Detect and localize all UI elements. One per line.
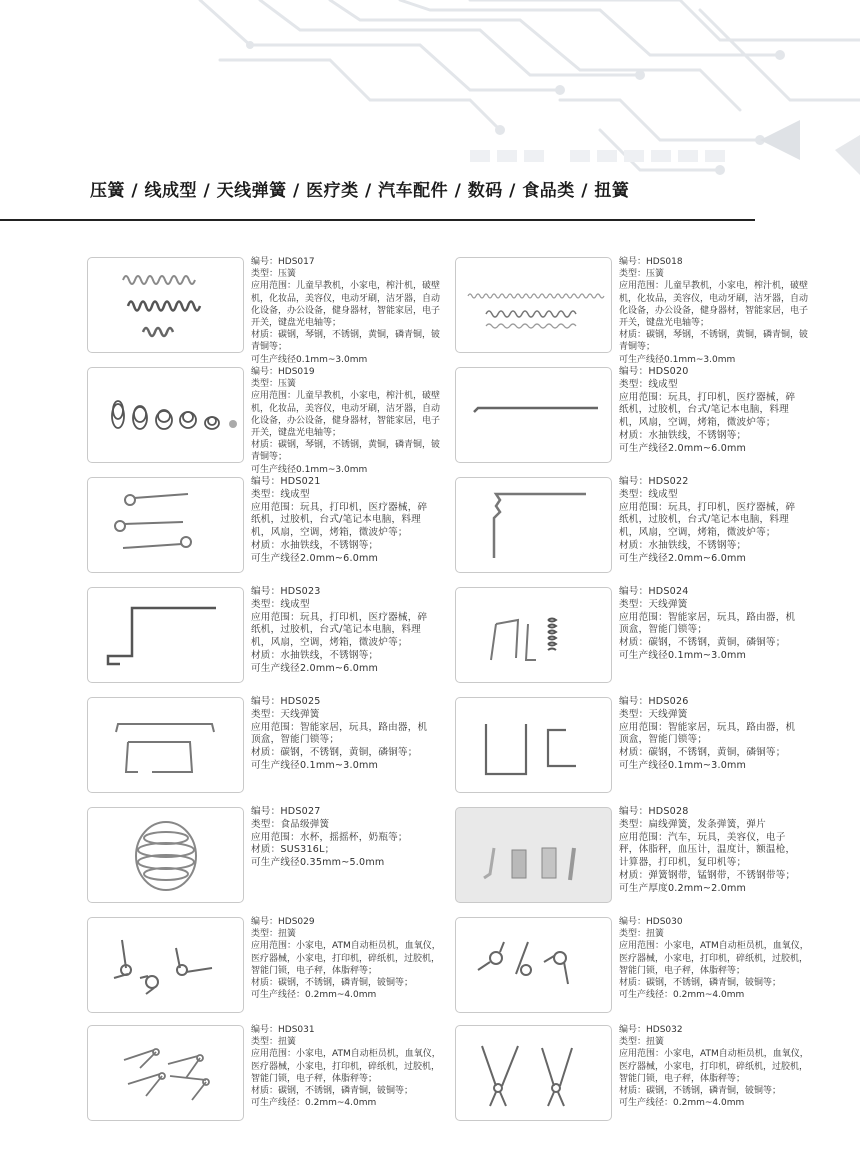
product-info: 编号：HDS027 类型：食品级弹簧 应用范围：水杯，摇摇杯，奶瓶等； 材质：SUS316L； 可生产线径0.35mm~5.0mm — [251, 806, 408, 869]
antenna-spring-icon — [87, 697, 244, 793]
product-card — [455, 916, 860, 1014]
product-card — [455, 366, 860, 464]
torsion-spring-icon — [455, 917, 612, 1013]
page-heading: 压簧 / 线成型 / 天线弹簧 / 医疗类 / 汽车配件 / 数码 / 食品类 / 扭簧 — [90, 181, 630, 201]
wire-form-icon — [87, 587, 244, 683]
product-card — [87, 476, 507, 574]
heading-divider — [0, 219, 755, 221]
product-info: 编号：HDS028 类型：扁线弹簧，发条弹簧，弹片 应用范围：汽车，玩具，美容仪，电子秤，体脂秤，血压计，温度计，额温枪，计算器，打印机，复印机等； 材质：弹簧钢带，锰钢带，不锈钢带等； 可生产厚度0.2mm~2.0mm — [619, 806, 796, 894]
product-info: 编号：HDS020 类型：线成型 应用范围：玩具，打印机，医疗器械，碎纸机，过胶机，台式/笔记本电脑，料理机，风扇，空调，烤箱，微波炉等； 材质：水抽铁线，不锈钢等； 可生产线径2.0mm~6.0mm — [619, 366, 796, 454]
product-card — [455, 256, 860, 365]
product-card — [455, 476, 860, 574]
conical-spring-icon — [87, 367, 244, 463]
product-card — [87, 696, 507, 794]
long-compression-spring-icon — [455, 257, 612, 353]
product-card — [87, 1024, 507, 1122]
product-card — [455, 586, 860, 684]
product-info: 编号：HDS024 类型：天线弹簧 应用范围：智能家居，玩具，路由器，机顶盒，智能门锁等； 材质：碳钢，不锈钢，黄铜，磷铜等； 可生产线径0.1mm~3.0mm — [619, 586, 796, 661]
product-info: 编号：HDS019 类型：压簧 应用范围：儿童早教机，小家电，榨汁机，破壁机，化妆品，美容仪，电动牙刷，洁牙器，自动化设备，办公设备，健身器材，智能家居，电子开关，键盘光电轴等； 材质：碳钢，琴钢，不锈钢，黄铜，磷青铜，铍青铜等； 可生产线径0.1mm~3.0mm — [251, 367, 441, 475]
product-info: 编号：HDS023 类型：线成型 应用范围：玩具，打印机，医疗器械，碎纸机，过胶机，台式/笔记本电脑，料理机，风扇，空调，烤箱，微波炉等； 材质：水抽铁线，不锈钢等； 可生产线径2.0mm~6.0mm — [251, 586, 428, 674]
product-info: 编号：HDS017 类型：压簧 应用范围：儿童早教机，小家电，榨汁机，破壁机，化妆品，美容仪，电动牙刷，洁牙器，自动化设备，办公设备，健身器材，智能家居，电子开关，键盘光电轴等； 材质：碳钢，琴钢，不锈钢，黄铜，磷青铜，铍青铜等； 可生产线径0.1mm~3.0mm — [251, 257, 441, 365]
product-info: 编号：HDS021 类型：线成型 应用范围：玩具，打印机，医疗器械，碎纸机，过胶机，台式/笔记本电脑，料理机，风扇，空调，烤箱，微波炉等； 材质：水抽铁线，不锈钢等； 可生产线径2.0mm~6.0mm — [251, 476, 428, 564]
product-info: 编号：HDS029 类型：扭簧 应用范围：小家电，ATM自动柜员机，血氧仪，医疗器械，小家电，打印机，碎纸机，过胶机，智能门锁，电子秤，体脂秤等； 材质：碳钢，不锈钢，磷青铜，铍铜等； 可生产线径：0.2mm~4.0mm — [251, 917, 441, 1001]
circuit-pattern-decoration — [0, 0, 860, 200]
product-info: 编号：HDS031 类型：扭簧 应用范围：小家电，ATM自动柜员机，血氧仪，医疗器械，小家电，打印机，碎纸机，过胶机，智能门锁，电子秤，体脂秤等； 材质：碳钢，不锈钢，磷青铜，铍铜等； 可生产线径：0.2mm~4.0mm — [251, 1025, 441, 1109]
product-card — [87, 806, 507, 904]
product-card — [455, 1024, 860, 1122]
product-info: 编号：HDS025 类型：天线弹簧 应用范围：智能家居，玩具，路由器，机顶盒，智能门锁等； 材质：碳钢，不锈钢，黄铜，磷铜等； 可生产线径0.1mm~3.0mm — [251, 696, 428, 771]
product-card — [455, 806, 860, 904]
product-info: 编号：HDS026 类型：天线弹簧 应用范围：智能家居，玩具，路由器，机顶盒，智能门锁等； 材质：碳钢，不锈钢，黄铜，磷铜等； 可生产线径0.1mm~3.0mm — [619, 696, 796, 771]
torsion-spring-icon — [87, 917, 244, 1013]
wire-form-icon — [455, 367, 612, 463]
antenna-spring-icon — [455, 587, 612, 683]
torsion-spring-icon — [87, 1025, 244, 1121]
product-card — [455, 696, 860, 794]
product-info: 编号：HDS030 类型：扭簧 应用范围：小家电，ATM自动柜员机，血氧仪，医疗器械，小家电，打印机，碎纸机，过胶机，智能门锁，电子秤，体脂秤等； 材质：碳钢，不锈钢，磷青铜，铍铜等； 可生产线径：0.2mm~4.0mm — [619, 917, 809, 1001]
antenna-spring-icon — [455, 697, 612, 793]
flat-spring-icon — [455, 807, 612, 903]
product-card — [87, 916, 507, 1014]
torsion-spring-icon — [455, 1025, 612, 1121]
product-card — [87, 586, 507, 684]
product-card — [87, 256, 507, 365]
product-info: 编号：HDS022 类型：线成型 应用范围：玩具，打印机，医疗器械，碎纸机，过胶机，台式/笔记本电脑，料理机，风扇，空调，烤箱，微波炉等； 材质：水抽铁线，不锈钢等； 可生产线径2.0mm~6.0mm — [619, 476, 796, 564]
wire-form-icon — [87, 477, 244, 573]
product-info: 编号：HDS032 类型：扭簧 应用范围：小家电，ATM自动柜员机，血氧仪，医疗器械，小家电，打印机，碎纸机，过胶机，智能门锁，电子秤，体脂秤等； 材质：碳钢，不锈钢，磷青铜，铍铜等； 可生产线径：0.2mm~4.0mm — [619, 1025, 809, 1109]
product-card — [87, 366, 507, 475]
wire-form-icon — [455, 477, 612, 573]
product-info: 编号：HDS018 类型：压簧 应用范围：儿童早教机，小家电，榨汁机，破壁机，化妆品，美容仪，电动牙刷，洁牙器，自动化设备，办公设备，健身器材，智能家居，电子开关，键盘光电轴等； 材质：碳钢，琴钢，不锈钢，黄铜，磷青铜，铍青铜等； 可生产线径0.1mm~3.0mm — [619, 257, 809, 365]
whisk-ball-icon — [87, 807, 244, 903]
compression-spring-icon — [87, 257, 244, 353]
